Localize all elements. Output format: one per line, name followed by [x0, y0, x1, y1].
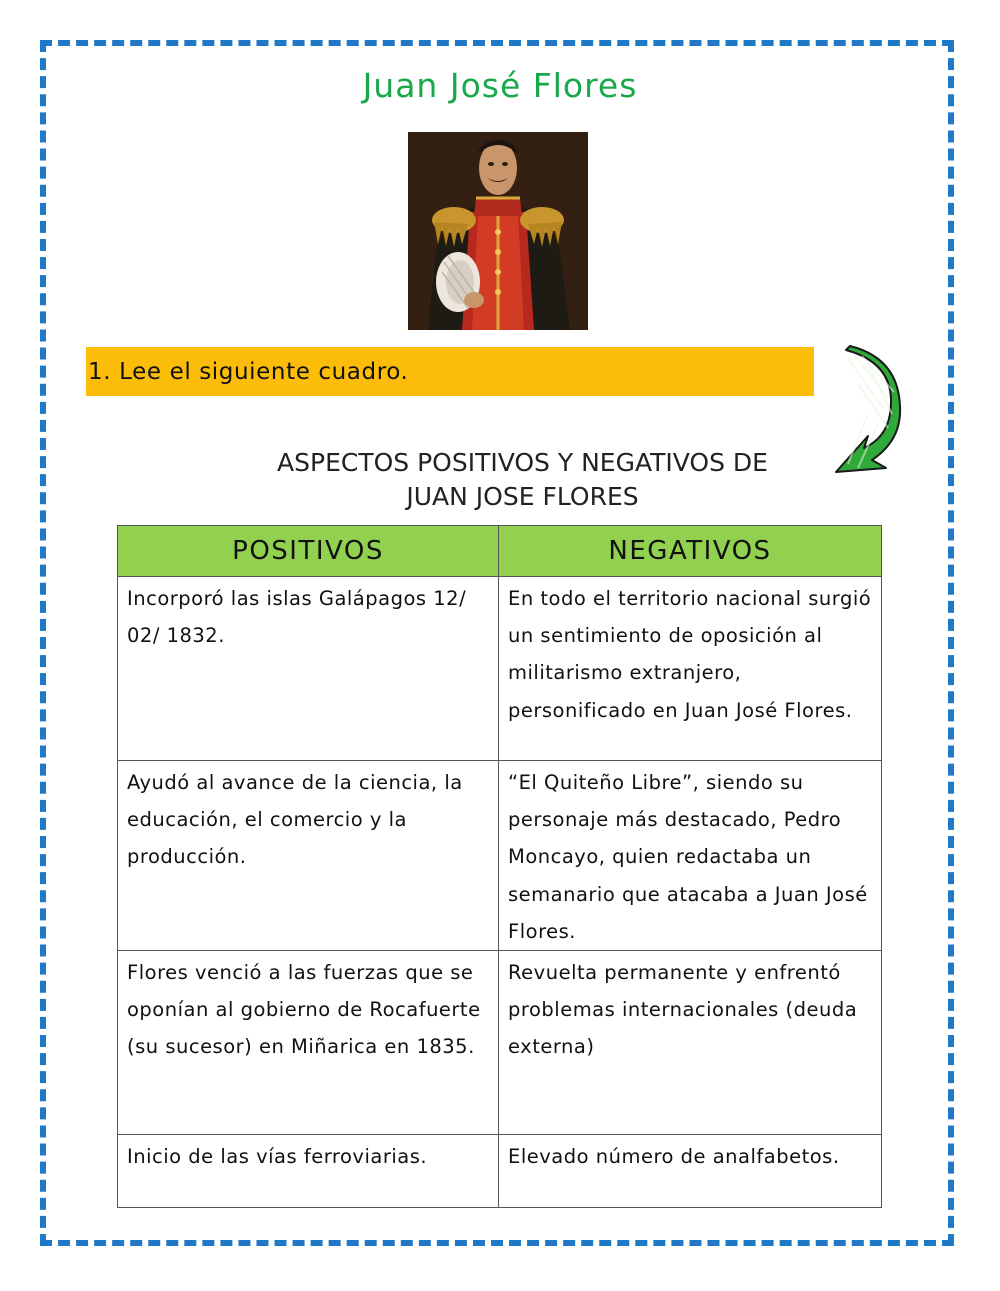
instruction-text: Lee el siguiente cuadro.: [119, 358, 409, 385]
negative-cell: En todo el territorio nacional surgió un sentimiento de oposición al militarismo extranjero, personificado en Juan José Flores.: [499, 577, 882, 761]
positive-cell: Flores venció a las fuerzas que se oponían al gobierno de Rocafuerte (su sucesor) en Miñarica en 1835.: [118, 951, 499, 1135]
table-row: [118, 1135, 882, 1208]
table-row: [118, 577, 882, 761]
table-header-row: [118, 526, 882, 577]
instruction-number: 1.: [88, 358, 112, 385]
positive-cell: Inicio de las vías ferroviarias.: [118, 1135, 499, 1208]
instruction-bar: [86, 347, 814, 396]
table-heading-line2: JUAN JOSE FLORES: [406, 482, 639, 511]
positive-cell: Ayudó al avance de la ciencia, la educación, el comercio y la producción.: [118, 761, 499, 951]
header-negativos: NEGATIVOS: [499, 526, 882, 577]
table-row: [118, 761, 882, 951]
header-positivos: POSITIVOS: [118, 526, 499, 577]
portrait-image: [408, 132, 588, 330]
negative-cell: Elevado número de analfabetos.: [499, 1135, 882, 1208]
table-heading: [230, 446, 815, 514]
table-heading-line1: ASPECTOS POSITIVOS Y NEGATIVOS DE: [277, 448, 768, 477]
page-title: Juan José Flores: [362, 66, 638, 105]
positive-cell: Incorporó las islas Galápagos 12/ 02/ 1832.: [118, 577, 499, 761]
negative-cell: Revuelta permanente y enfrentó problemas internacionales (deuda externa): [499, 951, 882, 1135]
table-row: [118, 951, 882, 1135]
aspects-table: [117, 525, 882, 1208]
curved-arrow-icon: [828, 344, 902, 480]
negative-cell: “El Quiteño Libre”, siendo su personaje más destacado, Pedro Moncayo, quien redactaba un semanario que atacaba a Juan José Flores.: [499, 761, 882, 951]
